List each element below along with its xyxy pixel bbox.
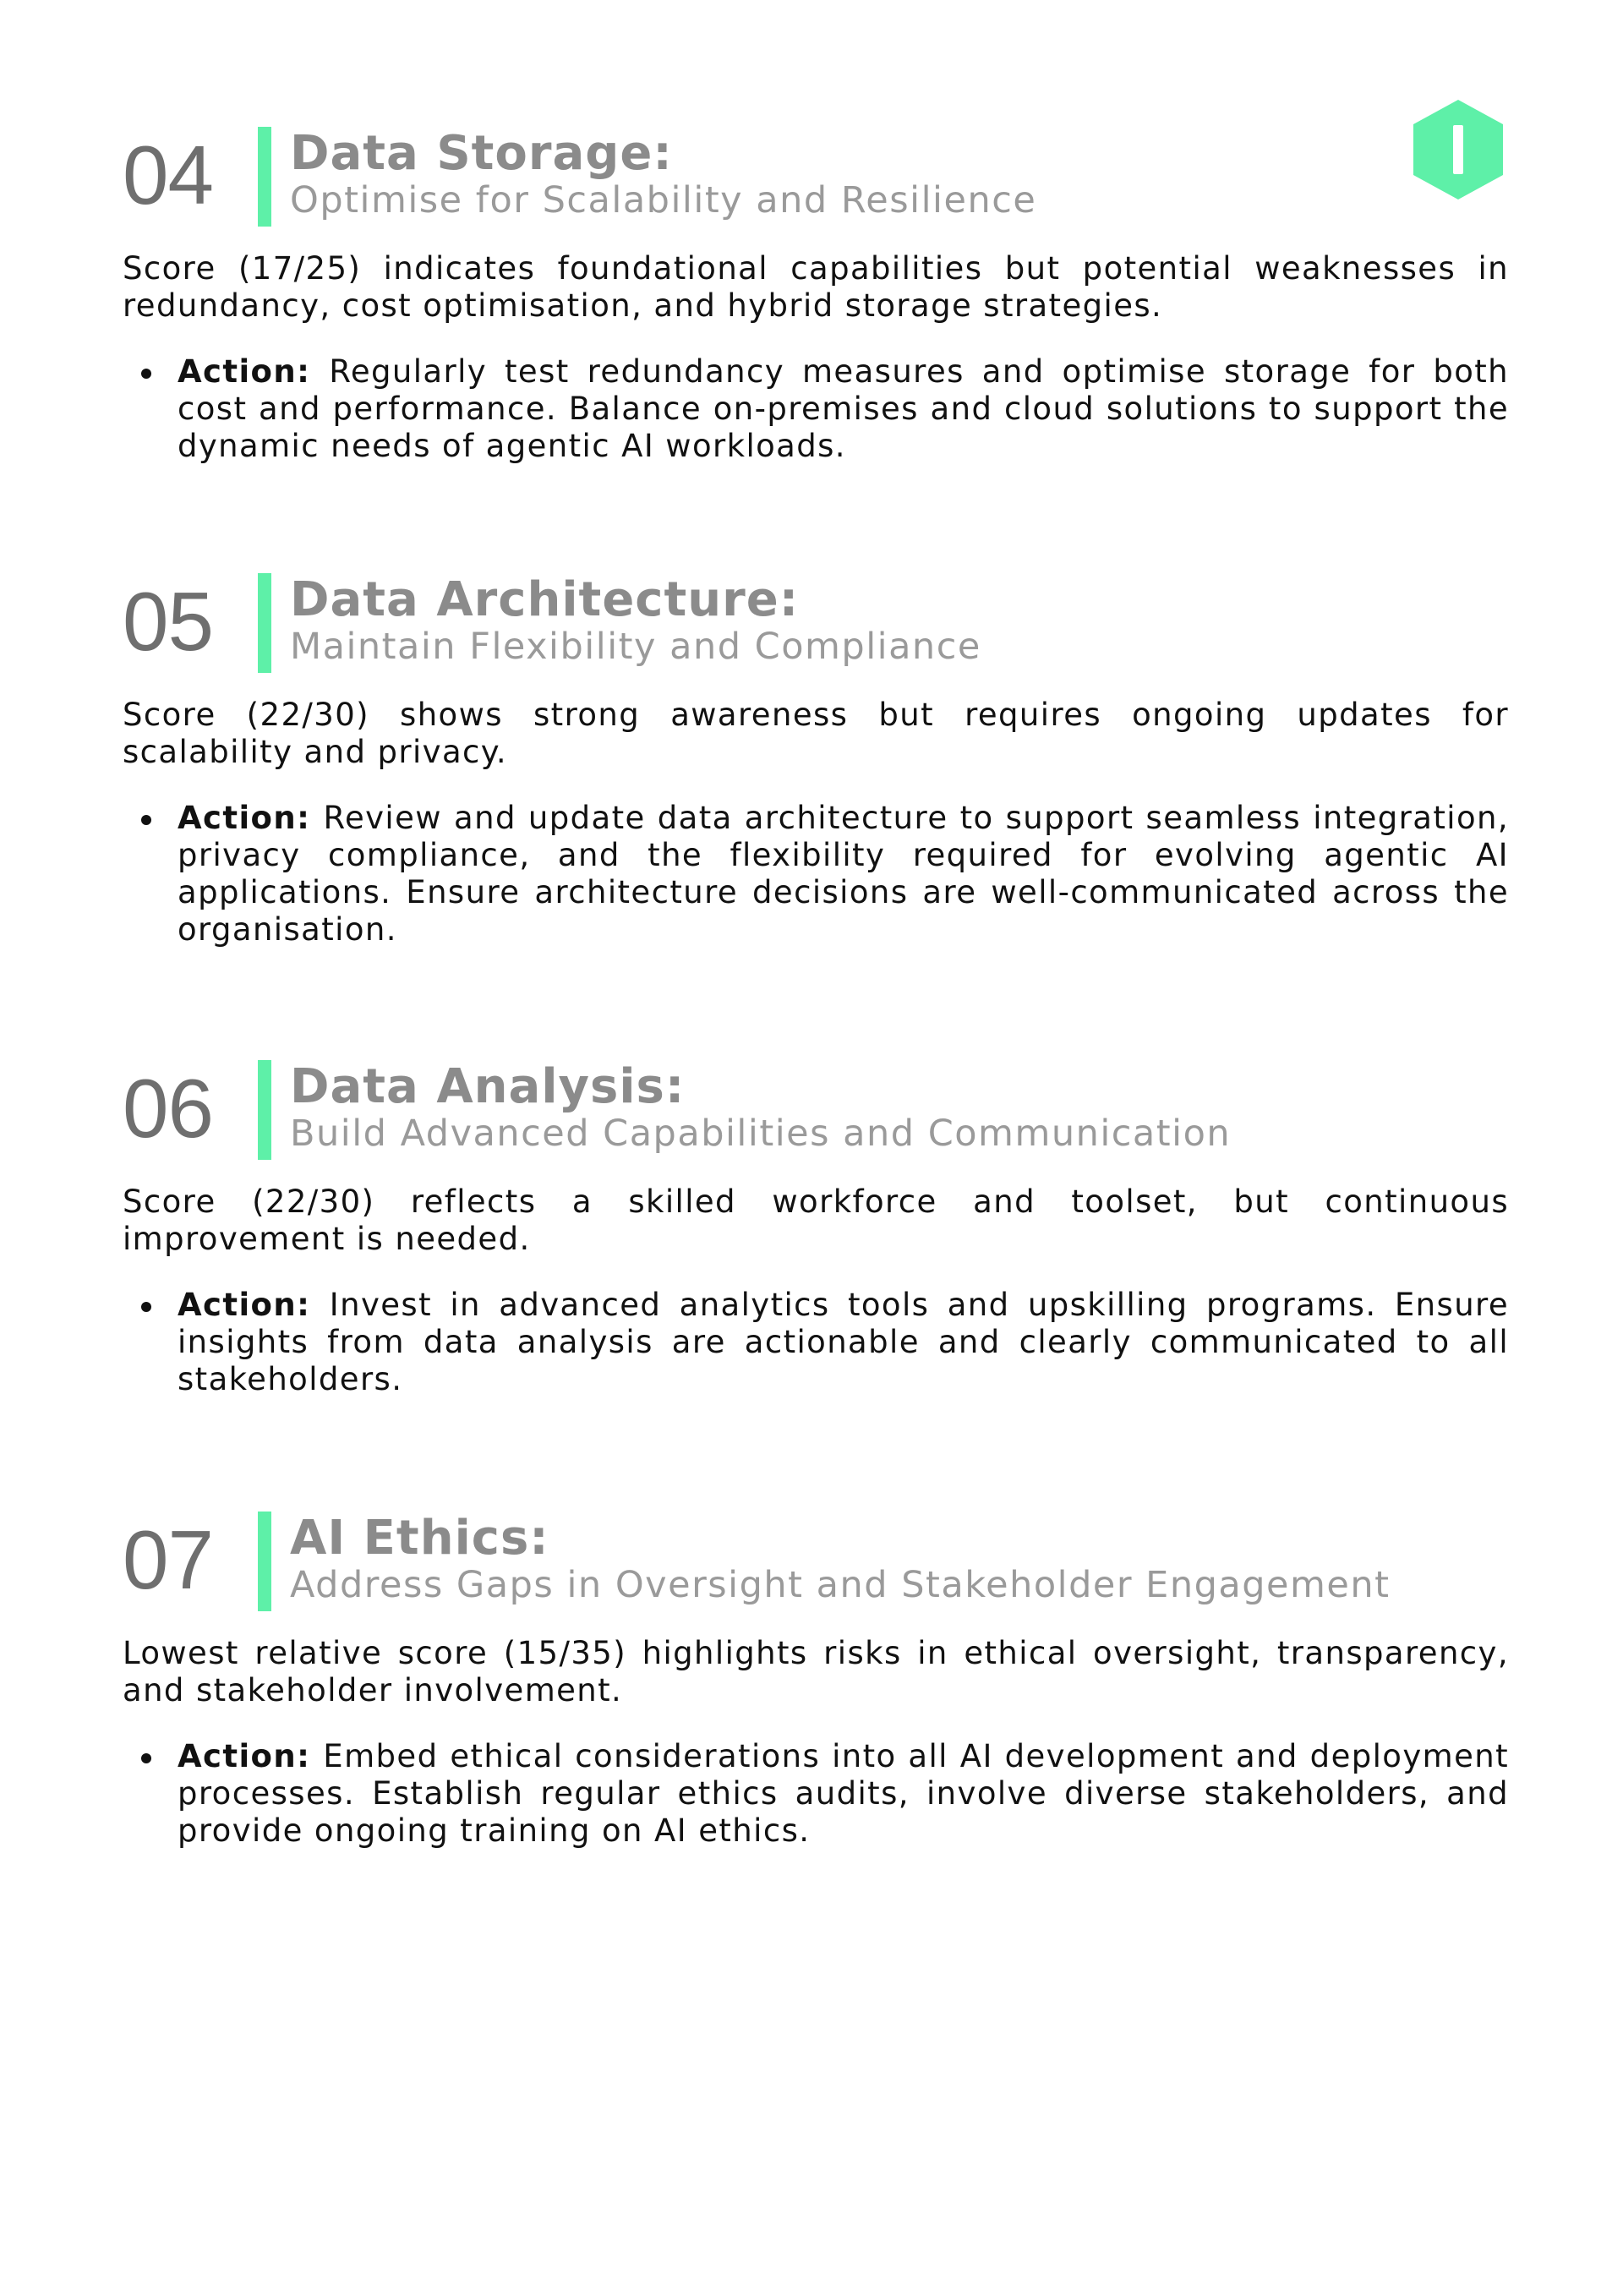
- action-label: Action:: [178, 353, 330, 390]
- section-data-storage: [123, 127, 1509, 465]
- action-item: [123, 800, 1509, 948]
- action-label: Action:: [178, 800, 324, 836]
- section-header: [123, 1060, 1509, 1160]
- action-item: [123, 353, 1509, 465]
- section-ai-ethics: [123, 1512, 1509, 1850]
- section-number: 06: [123, 1062, 214, 1155]
- section-summary: Score (17/25) indicates foundational capabilities but potential weaknesses in redundancy, cost optimisation, and hybrid storage strategies.: [123, 250, 1509, 324]
- action-item: [123, 1287, 1509, 1398]
- action-text: Invest in advanced analytics tools and upskilling programs. Ensure insights from data analysis are actionable and clearly communicated to all stakeholders.: [178, 1287, 1510, 1397]
- action-text: Review and update data architecture to support seamless integration, privacy compliance, and the flexibility required for evolving agentic AI applications. Ensure architecture decisions are well-communicated across the organisation.: [178, 800, 1510, 948]
- action-label: Action:: [178, 1738, 324, 1774]
- section-title: Data Analysis:: [290, 1059, 686, 1114]
- bullet-icon: [141, 1753, 151, 1763]
- bullet-icon: [141, 1302, 151, 1312]
- section-header: [123, 127, 1509, 227]
- action-item: [123, 1738, 1509, 1850]
- bullet-icon: [141, 369, 151, 379]
- section-number: 04: [123, 128, 214, 221]
- section-subtitle: Build Advanced Capabilities and Communication: [290, 1112, 1232, 1155]
- section-title: Data Architecture:: [290, 572, 800, 627]
- section-header: [123, 1512, 1509, 1611]
- section-number: 05: [123, 575, 214, 668]
- accent-bar: [258, 1060, 271, 1160]
- section-subtitle: Maintain Flexibility and Compliance: [290, 626, 981, 668]
- accent-bar: [258, 573, 271, 673]
- section-title: AI Ethics:: [290, 1511, 549, 1566]
- accent-bar: [258, 127, 271, 227]
- section-data-analysis: [123, 1060, 1509, 1398]
- section-number: 07: [123, 1513, 214, 1606]
- section-summary: Lowest relative score (15/35) highlights risks in ethical oversight, transparency, and stakeholder involvement.: [123, 1635, 1509, 1708]
- section-summary: Score (22/30) reflects a skilled workforce and toolset, but continuous improvement is needed.: [123, 1184, 1509, 1257]
- action-text: Regularly test redundancy measures and optimise storage for both cost and performance. Balance on-premises and cloud solutions to support the dynamic needs of agentic AI workloads.: [178, 353, 1509, 464]
- section-subtitle: Address Gaps in Oversight and Stakeholder Engagement: [290, 1564, 1391, 1606]
- bullet-icon: [141, 815, 151, 825]
- section-subtitle: Optimise for Scalability and Resilience: [290, 179, 1037, 221]
- section-title: Data Storage:: [290, 126, 673, 181]
- section-summary: Score (22/30) shows strong awareness but requires ongoing updates for scalability and privacy.: [123, 697, 1509, 770]
- section-data-architecture: [123, 573, 1509, 948]
- section-header: [123, 573, 1509, 673]
- accent-bar: [258, 1512, 271, 1611]
- action-text: Embed ethical considerations into all AI development and deployment processes. Establish regular ethics audits, involve diverse stakeholders, and provide ongoing training on AI ethics.: [178, 1738, 1509, 1849]
- action-label: Action:: [178, 1287, 330, 1323]
